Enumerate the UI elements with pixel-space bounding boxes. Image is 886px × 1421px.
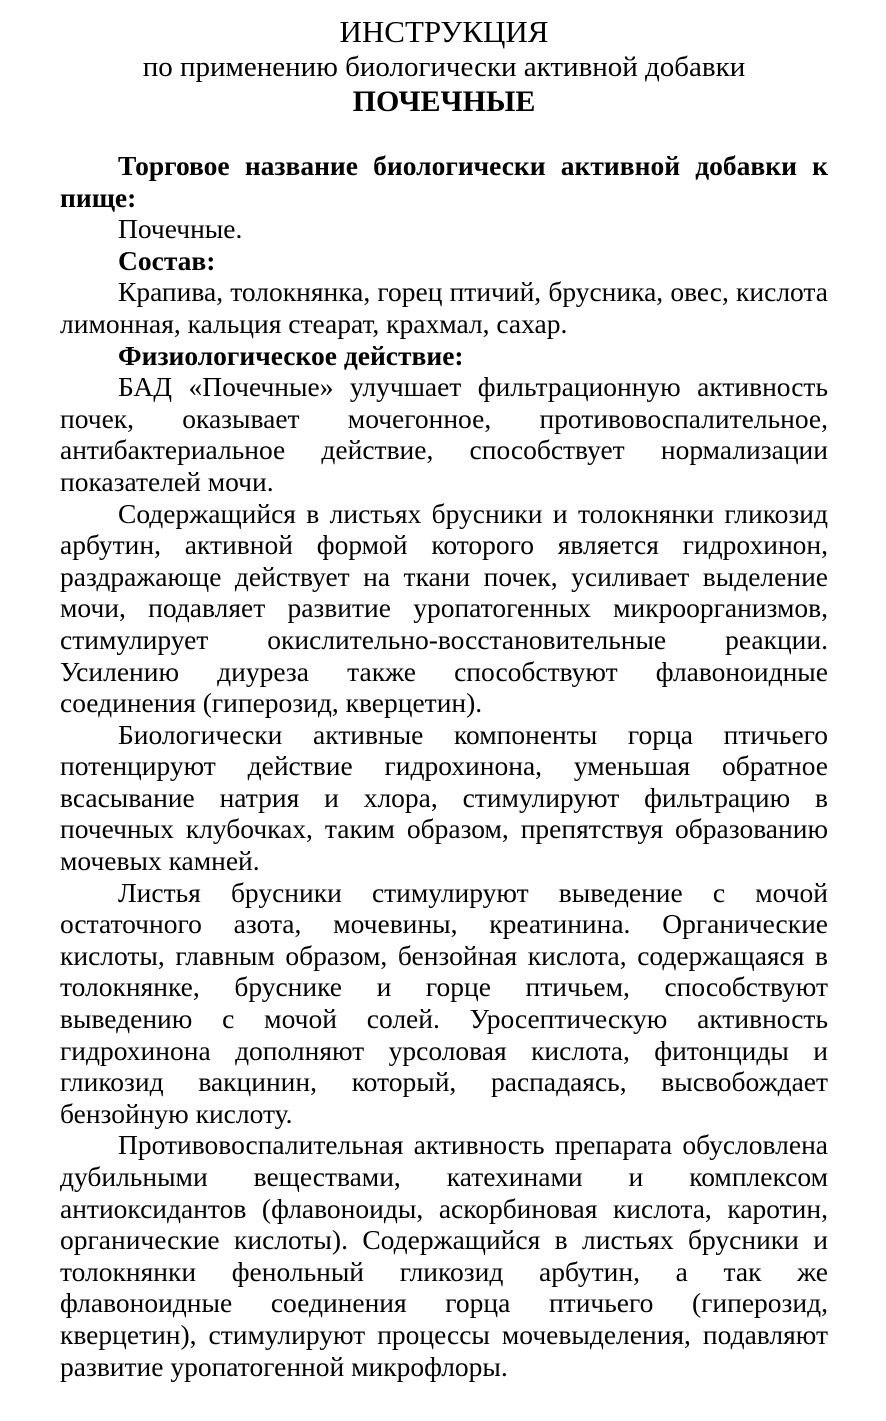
composition-text: Крапива, толокнянка, горец птичий, брусника, овес, кислота лимонная, кальция стеарат, крахмал, сахар. — [60, 276, 828, 339]
physiological-action-paragraph: Содержащийся в листьях брусники и толокнянки гликозид арбутин, активной формой которого является гидрохинон, раздражающе действует на ткани почек, усиливает выделение мочи, подавляет развитие уропатогенных микроорганизмов, стимулирует окислительно-восстановительные реакции. Усилению диуреза также способствуют флавоноидные соединения (гиперозид, кверцетин). — [60, 497, 828, 719]
document-body — [60, 150, 828, 1382]
trade-name-heading: Торговое название биологически активной добавки к пище: — [60, 150, 828, 213]
physiological-action-paragraph: Биологически активные компоненты горца птичьего потенцируют действие гидрохинона, уменьшая обратное всасывание натрия и хлора, стимулируют фильтрацию в почечных клубочках, таким образом, препятствуя образованию мочевых камней. — [60, 718, 828, 877]
physiological-action-paragraph: Листья брусники стимулируют выведение с мочой остаточного азота, мочевины, креатинина. Органические кислоты, главным образом, бензойная кислота, содержащаяся в толокнянке, бруснике и горце птичьем, способствуют выведению с мочой солей. Уросептическую активность гидрохинона дополняют урсоловая кислота, фитонциды и гликозид вакцинин, который, распадаясь, высвобождает бензойную кислоту. — [60, 876, 828, 1129]
trade-name-value: Почечные. — [118, 213, 243, 245]
physiological-action-paragraph: Противовоспалительная активность препарата обусловлена дубильными веществами, катехинами и комплексом антиоксидантов (флавоноиды, аскорбиновая кислота, каротин, органические кислоты). Содержащийся в листьях брусники и толокнянки фенольный гликозид арбутин, а так же флавоноидные соединения горца птичьего (гиперозид, кверцетин), стимулируют процессы мочевыделения, подавляют развитие уропатогенной микрофлоры. — [60, 1129, 828, 1382]
document-title: ИНСТРУКЦИЯ — [339, 14, 549, 49]
physiological-action-heading: Физиологическое действие: — [118, 339, 464, 371]
product-name: ПОЧЕЧНЫЕ — [352, 85, 536, 118]
physiological-action-paragraph: БАД «Почечные» улучшает фильтрационную активность почек, оказывает мочегонное, противовоспалительное, антибактериальное действие, способствует нормализации показателей мочи. — [60, 371, 828, 497]
document-subtitle: по применению биологически активной добавки — [142, 51, 746, 83]
composition-heading: Состав: — [118, 244, 216, 276]
document-page — [60, 14, 828, 1382]
